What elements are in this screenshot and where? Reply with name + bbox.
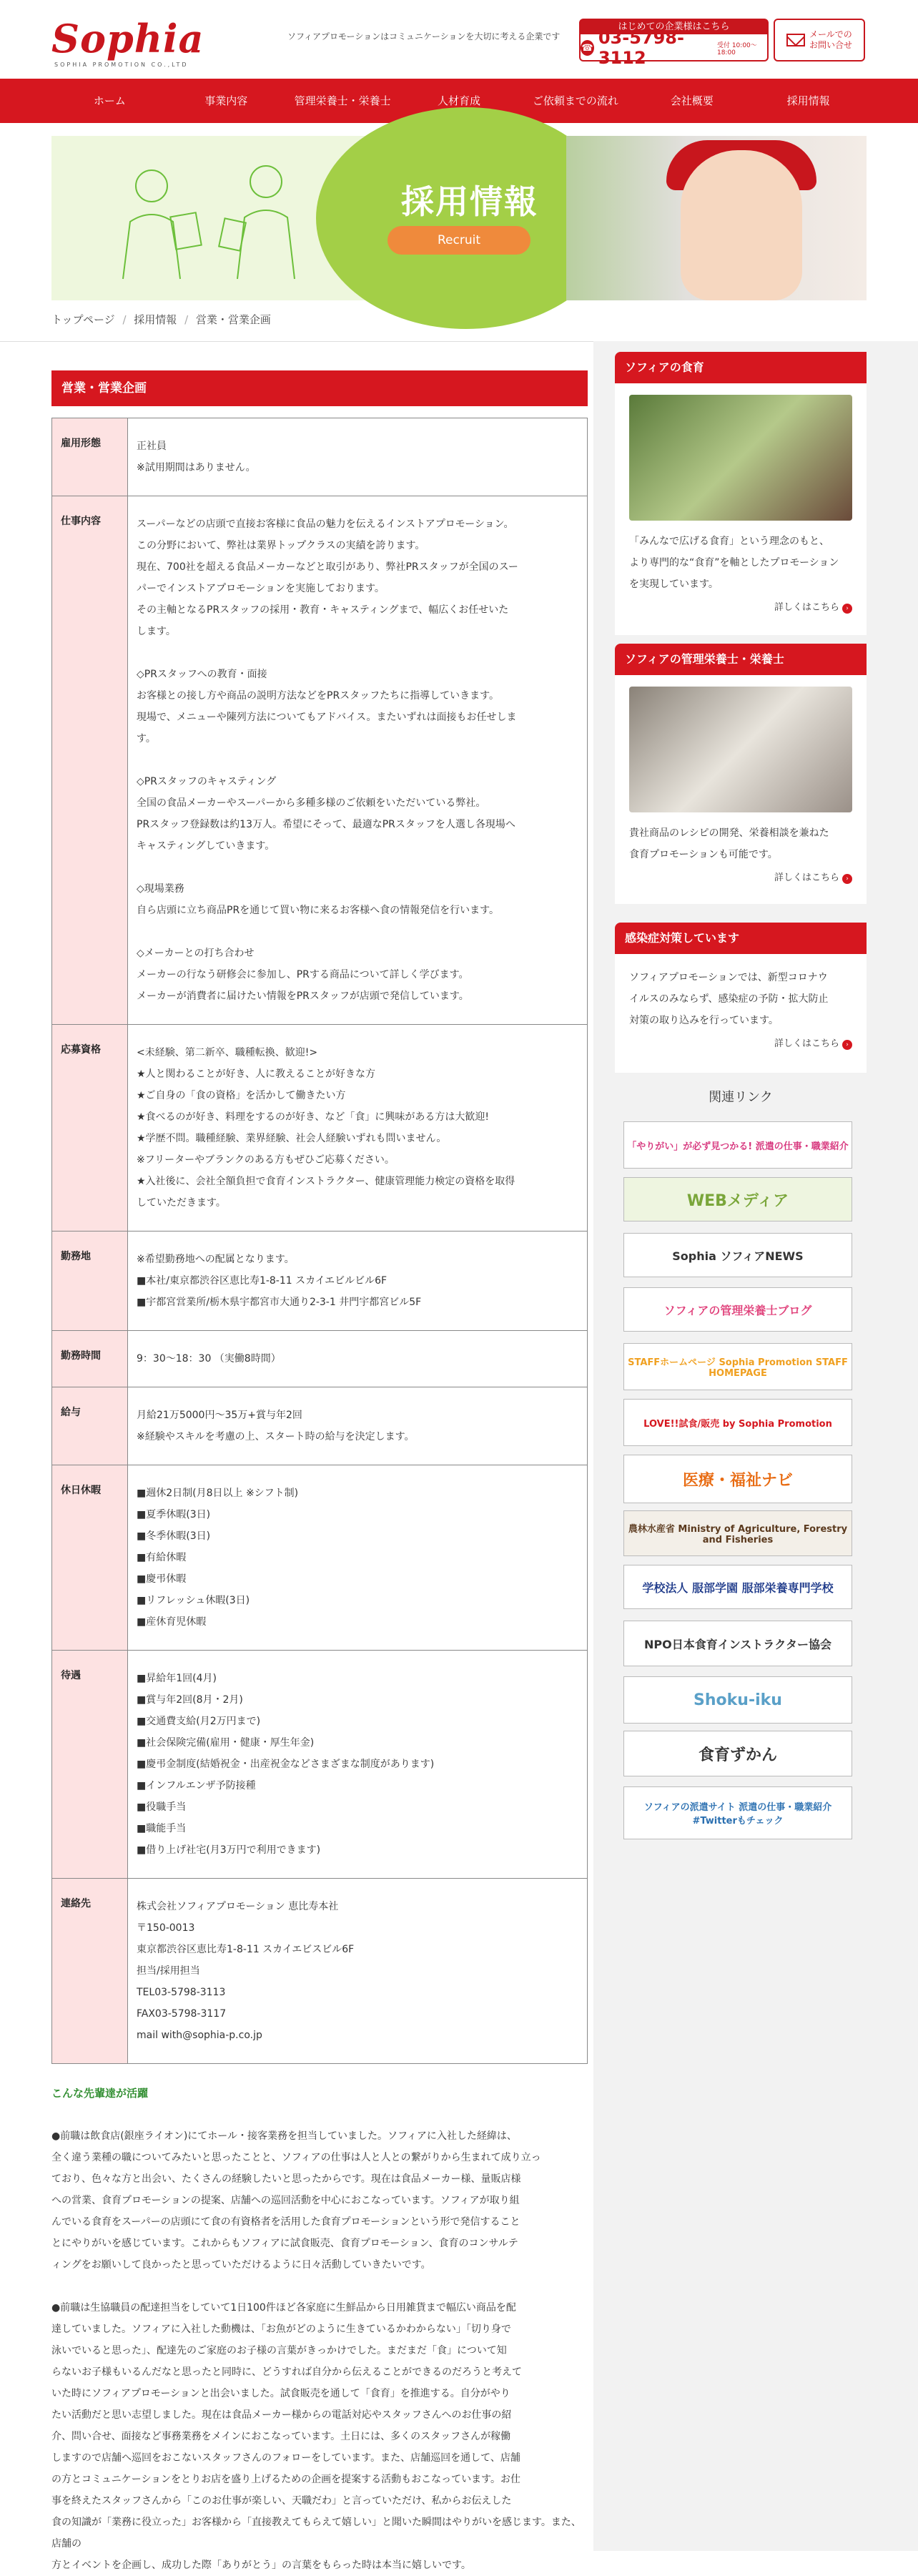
row-value-line: ※希望勤務地への配属となります。 [137,1254,295,1265]
row-value [128,496,588,1025]
related-links-title: 関連リンク [709,1090,773,1105]
row-value-line: キャスティングしていきます。 [137,840,275,852]
nav-recruit[interactable]: 採用情報 [786,94,830,107]
related-link-banner[interactable]: STAFFホームページ Sophia Promotion STAFF HOMEPAGE [623,1343,852,1390]
row-value-line: ◇現場業務 [137,883,184,895]
row-value-line: 正社員 [137,441,167,452]
sidebar-dietitian-card [615,675,867,904]
nav-dietitian[interactable]: 管理栄養士・栄養士 [294,94,391,107]
row-value-line [137,857,578,878]
related-link-banner[interactable]: LOVE!!試食/販売 by Sophia Promotion [623,1399,852,1446]
story-line: ており、色々な方と出会い、たくさんの経験したいと思ったからです。現在は食品メーカー様、量販店様 [51,2173,521,2185]
mail-label-line2: お問い合せ [809,40,852,50]
story-line: 全く違う業種の職についてみたいと思ったことと、ソフィアの仕事は人と人との繋がりから生まれて成り立っ [51,2152,541,2163]
row-value-line: お客様との接し方や商品の説明方法などをPRスタッフたちに指導していきます。 [137,690,500,702]
row-value-line: ■賞与年2回(8月・2月) [137,1694,243,1706]
mail-contact-button[interactable] [774,19,865,62]
phone-hours: 受付 10:00〜18:00 [716,41,757,56]
row-value-line: メーカーが消費者に届けたい情報をPRスタッフが店頭で発信しています。 [137,990,469,1002]
arrow-right-icon: › [842,604,852,614]
story-line: 方とイベントを企画し、成功した際「ありがとう」の言葉をもらった時は本当に嬉しいです。 [51,2560,471,2571]
logo[interactable] [51,16,204,72]
row-value-line: ■社会保険完備(雇用・健康・厚生年金) [137,1737,315,1749]
job-details-body [52,418,588,2064]
row-value-line: 自ら店頭に立ち商品PRを通じて買い物に来るお客様へ食の情報発信を行います。 [137,905,500,916]
hero-photo-person [681,150,802,300]
row-value-line: ■有給休暇 [137,1552,187,1563]
row-value [128,1879,588,2064]
row-value-line: ■慶弔休暇 [137,1573,187,1585]
row-value-line: ■産休育児休暇 [137,1616,207,1628]
row-value-line: ■夏季休暇(3日) [137,1509,211,1520]
mail-label [809,29,852,51]
seniors-heading: こんな先輩達が活躍 [51,2087,149,2100]
senior-story-1 [51,2125,588,2276]
related-link-banner[interactable]: ソフィアの管理栄養士ブログ [623,1287,852,1332]
table-row [52,1387,588,1465]
row-value-line: mail with@sophia-p.co.jp [137,2030,262,2041]
site-header [0,0,918,79]
row-value-line: ■冬季休暇(3日) [137,1530,211,1542]
related-link-banner[interactable]: 「やりがい」が必ず見つかる! 派遣の仕事・職業紹介 [623,1121,852,1169]
sidebar-shokuiku-heading[interactable]: ソフィアの食育 [615,352,867,383]
sidebar-infection-card [615,954,867,1073]
row-value-line: ■役職手当 [137,1801,187,1813]
row-value-line: PRスタッフ登録数は約13万人。希望にそって、最適なPRスタッフを人選し各現場へ [137,819,515,830]
row-value-line: ■職能手当 [137,1823,187,1834]
dietitian-photo [629,687,852,812]
row-value-line: ◇メーカーとの打ち合わせ [137,948,255,959]
phone-row [581,28,767,68]
more-label: 詳しくはこちら [774,1038,839,1049]
infection-more-link[interactable] [629,1036,852,1050]
table-row [52,1879,588,2064]
mail-icon [786,34,805,46]
row-value-line: ■交通費支給(月2万円まで) [137,1716,261,1727]
row-label: 勤務時間 [52,1331,128,1387]
story-line: ィングをお願いして良かったと思っていただけるように日々活動していきたいです。 [51,2259,431,2271]
row-value-line: していただきます。 [137,1197,226,1209]
story-line: たい活動だと思い志望しました。現在は食品メーカー様からの電話対応やスタッフさんへのお仕事の紹 [51,2409,512,2421]
related-link-banner[interactable]: Sophia ソフィアNEWS [623,1233,852,1277]
infection-text-line: イルスのみならず、感染症の予防・拡大防止 [629,993,829,1005]
table-row [52,496,588,1025]
mail-label-line1: メールでの [809,29,852,39]
infection-text-line: ソフィアプロモーションでは、新型コロナウ [629,972,828,983]
row-value-line: その主軸となるPRスタッフの採用・教育・キャスティングまで、幅広くお任せいた [137,604,509,616]
story-line: の方とコミュニケーションをとりお店を盛り上げるための企画を提案する活動もおこなっています。お仕 [51,2474,521,2485]
dietitian-text-line: 貴社商品のレシピの開発、栄養相談を兼ねた [629,827,829,839]
row-value-line: TEL03-5798-3113 [137,1987,226,1998]
row-value-line: この分野において、弊社は業界トップクラスの実績を誇ります。 [137,540,425,551]
nav-training[interactable]: 人材育成 [438,94,481,107]
row-value-line: スーパーなどの店頭で直接お客様に食品の魅力を伝えるインストアプロモーション。 [137,518,514,530]
job-details-table [51,418,588,2064]
story-line: 達していました。ソフィアに入社した動機は、「お魚がどのように生きているかわからない」「切り身で [51,2324,511,2335]
row-value-line [137,921,578,943]
dietitian-text-line: 食育プロモーションも可能です。 [629,849,778,860]
logo-subtitle: SOPHIA PROMOTION CO.,LTD [54,62,189,68]
shokuiku-text-line: より専門的な“食育”を軸としたプロモーション [629,557,839,569]
shokuiku-photo [629,395,852,521]
row-value-line: ■インフルエンザ予防接種 [137,1780,256,1791]
row-label: 待遇 [52,1651,128,1879]
story-line: いた時にソフィアプロモーションと出会いました。試食販売を通して「食育」を推進する。自分がやり [51,2388,510,2399]
nav-business[interactable]: 事業内容 [204,94,248,107]
row-label: 休日休暇 [52,1465,128,1651]
row-value [128,1465,588,1651]
table-row [52,1465,588,1651]
dietitian-more-link[interactable] [629,870,852,884]
row-value-line: 現在、700社を超える食品メーカーなどと取引があり、弊社PRスタッフが全国のスー [137,561,518,573]
related-link-banner[interactable]: 農林水産省 Ministry of Agriculture, Forestry and Fisheries [623,1510,852,1556]
row-value-line: ■週休2日制(月8日以上 ※シフト制) [137,1488,299,1499]
shokuiku-more-link[interactable] [629,599,852,614]
story-line: への営業、食育プロモーションの提案、店舗への巡回活動を中心におこなっています。ソフィアが取り組 [51,2195,520,2206]
row-value-line: 〒150-0013 [137,1922,195,1934]
story-line: ●前職は飲食店(銀座ライオン)にてホール・接客業務を担当していました。ソフィアに入社した経緯は、 [51,2130,517,2142]
arrow-right-icon: › [842,1040,852,1050]
row-label: 勤務地 [52,1232,128,1331]
senior-story-2 [51,2297,588,2576]
row-value-line: 現場で、メニューや陳列方法についてもアドバイス。またいずれは面接もお任せしま [137,712,517,723]
related-link-banner[interactable]: ソフィアの派遣サイト 派遣の仕事・職業紹介 #Twitterもチェック [623,1786,852,1839]
hero-illustration [94,157,330,279]
row-label: 給与 [52,1387,128,1465]
table-row [52,418,588,496]
story-line: 介、問い合せ、面接など事務業務をメインにおこなっています。土日には、多くのスタッフさんが稼働 [51,2431,511,2442]
row-value-line: 担当/採用担当 [137,1965,200,1977]
more-label: 詳しくはこちら [774,872,839,883]
first-time-label: はじめての企業様はこちら [581,20,767,34]
sidebar-shokuiku-card [615,383,867,635]
related-link-banner[interactable]: WEBメディア [623,1177,852,1221]
row-value-line: ★人と関わることが好き、人に教えることが好きな方 [137,1068,375,1080]
row-value [128,1651,588,1879]
dietitian-text [629,822,852,865]
shokuiku-text-line: 「みんなで広げる食育」という理念のもと、 [629,536,829,547]
row-value-line: 9：30～18：30 （実働8時間） [137,1353,281,1365]
row-value-line: 月給21万5000円～35万+賞与年2回 [137,1410,302,1421]
row-value-line: ※試用期間はありません。 [137,462,256,473]
row-value [128,1232,588,1331]
row-value [128,1331,588,1387]
phone-icon: ☎ [581,40,594,56]
breadcrumb-separator: / [184,313,189,326]
logo-text: Sophia [51,16,204,62]
table-row [52,1232,588,1331]
story-line: 食の知識が「業務に役立った」お客様から「直接教えてもらえて嬉しい」と聞いた瞬間はやりがいを感じます。また、店舗の [51,2517,581,2550]
breadcrumb-recruit[interactable]: 採用情報 [134,313,177,326]
related-link-banner[interactable]: 医療・福祉ナビ [623,1455,852,1503]
sidebar-dietitian-heading[interactable]: ソフィアの管理栄養士・栄養士 [615,644,867,675]
row-value-line: ★食べるのが好き、料理をするのが好き、など「食」に興味がある方は大歓迎! [137,1111,490,1123]
row-value-line: ■本社/東京都渋谷区恵比寿1-8-11 スカイエビルビル6F [137,1275,388,1287]
row-label: 連絡先 [52,1879,128,2064]
row-value-line: ■借り上げ社宅(月3万円で利用できます) [137,1844,321,1856]
row-value [128,418,588,496]
shokuiku-text [629,531,852,595]
arrow-right-icon: › [842,874,852,884]
row-label: 応募資格 [52,1025,128,1232]
infection-text-line: 対策の取り込みを行っています。 [629,1015,779,1026]
row-value-line: ※経験やスキルを考慮の上、スタート時の給与を決定します。 [137,1431,415,1442]
breadcrumb [51,312,275,327]
row-value-line: ◇PRスタッフのキャスティング [137,776,277,787]
breadcrumb-top[interactable]: トップページ [51,313,115,326]
breadcrumb-current: 営業・営業企画 [195,313,271,326]
sidebar-infection-heading[interactable]: 感染症対策しています [615,923,867,954]
phone-contact-box[interactable] [579,19,769,68]
row-value-line: ■慶弔金制度(結婚祝金・出産祝金などさまざまな制度があります) [137,1759,435,1770]
breadcrumb-separator: / [122,313,127,326]
row-value-line [137,749,578,771]
row-value-line: します。 [137,626,176,637]
row-value-line: す。 [137,733,156,744]
recruit-button[interactable]: Recruit [388,226,530,255]
row-value-line: ■昇給年1回(4月) [137,1673,217,1684]
story-line: んでいる食育をスーパーの店頭にて食の有資格者を活用した食育プロモーションという形で発信すること [51,2216,520,2228]
row-value-line: FAX03-5798-3117 [137,2008,227,2020]
table-row [52,1651,588,1879]
row-value [128,1025,588,1232]
story-line: らないお子様もいるんだなと思ったと同時に、どうすれば自分から伝えることができるのだろうと考えて [51,2366,522,2378]
related-link-banner[interactable]: 食育ずかん [623,1731,852,1776]
infection-text [629,967,852,1031]
table-row [52,1025,588,1232]
related-link-banner[interactable]: NPO日本食育インストラクター協会 [623,1621,852,1666]
tagline: ソフィアプロモーションはコミュニケーションを大切に考える企業です [287,31,561,41]
story-line: 泳いでいると思った」、配達先のご家庭のお子様の言葉がきっかけでした。まだまだ「食」について知 [51,2345,507,2356]
row-value-line: 株式会社ソフィアプロモーション 恵比寿本社 [137,1901,339,1912]
story-line: ●前職は生協職員の配達担当をしていて1日100件ほど各家庭に生鮮品から日用雑貨まで幅広い商品を配 [51,2302,516,2314]
hero-banner [51,136,867,300]
shokuiku-text-line: を実現しています。 [629,579,719,590]
story-line: 事を終えたスタッフさんから「このお仕事が楽しい、天職だわ」と言っていただけ、私からお伝えした [51,2495,512,2507]
story-line: とにやりがいを感じています。これからもソフィアに試食販売、食育プロモーション、食育のコンサルテ [51,2238,518,2249]
row-value-line: ◇PRスタッフへの教育・面接 [137,669,267,680]
nav-home[interactable]: ホーム [93,94,126,107]
row-value-line: <未経験、第二新卒、職種転換、歓迎!> [137,1047,318,1058]
related-link-banner[interactable]: Shoku-iku [623,1676,852,1724]
table-row [52,1331,588,1387]
phone-number[interactable]: 03-5798-3112 [598,28,684,68]
row-label: 雇用形態 [52,418,128,496]
row-value-line: 全国の食品メーカーやスーパーから多種多様のご依頼をいただいている弊社。 [137,797,486,809]
story-line: しますので店舗へ巡回をおこないスタッフさんのフォローをしています。また、店舗巡回を通して、店舗 [51,2452,520,2464]
row-value-line: 東京都渋谷区恵比寿1-8-11 スカイエビスビル6F [137,1944,355,1955]
nav-flow[interactable]: ご依頼までの流れ [532,94,618,107]
row-label: 仕事内容 [52,496,128,1025]
row-value [128,1387,588,1465]
page-title: 営業・営業企画 [51,370,588,406]
nav-company[interactable]: 会社概要 [670,94,714,107]
related-link-banner[interactable]: 学校法人 服部学園 服部栄養専門学校 [623,1565,852,1609]
row-value-line: ※フリーターやブランクのある方もぜひご応募ください。 [137,1154,395,1166]
row-value-line: ★ご自身の「食の資格」を活かして働きたい方 [137,1090,346,1101]
row-value-line: ★学歴不問。職種経験、業界経験、社会人経験いずれも問いません。 [137,1133,447,1144]
row-value-line [137,642,578,664]
hero-title: 採用情報 [401,182,538,221]
row-value-line: メーカーの行なう研修会に参加し、PRする商品について詳しく学びます。 [137,969,469,980]
more-label: 詳しくはこちら [774,602,839,613]
row-value-line: ■リフレッシュ休暇(3日) [137,1595,250,1606]
row-value-line: パーでインストアプロモーションを実施しております。 [137,583,385,594]
row-value-line: ★入社後に、会社全額負担で食育インストラクター、健康管理能力検定の資格を取得 [137,1176,515,1187]
row-value-line: ■宇都宮営業所/栃木県宇都宮市大通り2-3-1 井門宇都宮ビル5F [137,1297,422,1308]
